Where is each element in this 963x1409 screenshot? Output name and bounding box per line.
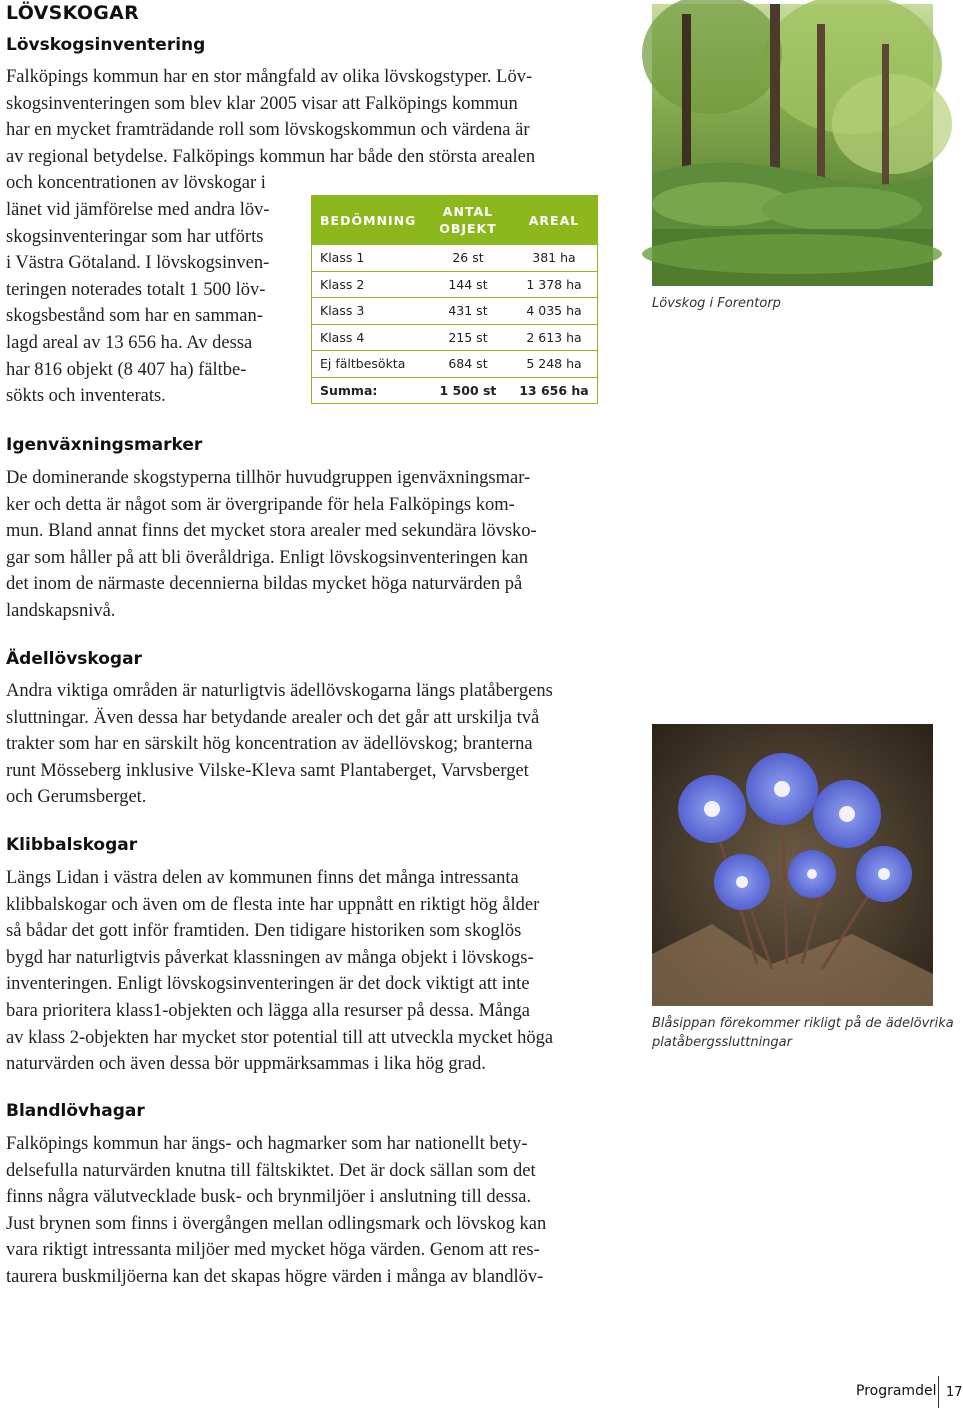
hepatica-photo-image	[652, 724, 933, 1006]
table-row	[312, 324, 598, 351]
text-line: bara prioritera klass1-objekten och lägga alla resurser på dessa. Många	[6, 1000, 530, 1021]
text-line: så bådar det gott inför framtiden. Den tidigare historiken som skoglös	[6, 921, 522, 942]
text-line: har en mycket framträdande roll som lövskogskommun och värdena är	[6, 120, 530, 141]
text-line: av regional betydelse. Falköpings kommun har både den största arealen	[6, 146, 536, 167]
text-line: skogsinventeringen som blev klar 2005 visar att Falköpings kommun	[6, 93, 518, 114]
forest-photo-image	[652, 4, 933, 286]
text-line: De dominerande skogstyperna tillhör huvudgruppen igenväxningsmar-	[6, 468, 531, 488]
text-line: länet vid jämförelse med andra löv-	[6, 199, 270, 220]
column-header: BEDÖMNING	[312, 196, 425, 245]
section2-text	[6, 465, 537, 625]
table-cell: 13 656 ha	[511, 377, 598, 404]
page-title: LÖVSKOGAR	[6, 2, 140, 24]
table-cell: 5 248 ha	[511, 351, 598, 378]
table-header-row	[312, 196, 598, 245]
text-line: lagd areal av 13 656 ha. Av dessa	[6, 332, 253, 353]
text-line: och koncentrationen av lövskogar i	[6, 173, 266, 194]
heading-lovskogsinventering: Lövskogsinventering	[6, 35, 206, 55]
forest-photo	[652, 4, 933, 286]
text-line: Falköpings kommun har en stor mångfald av olika lövskogstyper. Löv-	[6, 67, 533, 87]
text-line: och Gerumsberget.	[6, 787, 147, 808]
page-number: 17	[946, 1385, 963, 1400]
table-cell: Klass 4	[312, 324, 425, 351]
table-cell: 431 st	[425, 298, 511, 325]
text-line: bygd har naturligtvis påverkat klassningen av många objekt i lövskogs-	[6, 947, 534, 968]
table-cell: Klass 1	[312, 245, 425, 272]
caption-line: Blåsippan förekommer rikligt på de ädelövrika	[652, 1016, 954, 1031]
text-line: finns några välutvecklade busk- och brynmiljöer i anslutning till dessa.	[6, 1187, 532, 1208]
hepatica-photo	[652, 724, 933, 1006]
text-line: Just brynen som finns i övergången mellan odlingsmark och lövskog kan	[6, 1213, 547, 1234]
text-line: inventeringen. Enligt lövskogsinventeringen är det dock viktigt att inte	[6, 974, 530, 995]
photo-caption: Lövskog i Forentorp	[652, 296, 781, 311]
text-line: naturvärden och även dessa bör uppmärksammas i lika hög grad.	[6, 1054, 486, 1075]
text-line: taurera buskmiljöerna kan det skapas högre värden i många av blandlöv-	[6, 1266, 544, 1287]
text-line: av klass 2-objekten har mycket stor potential till att utveckla mycket höga	[6, 1027, 554, 1048]
text-line: sluttningar. Även dessa har betydande arealer och det går att urskilja två	[6, 707, 540, 728]
text-line: teringen noterades totalt 1 500 löv-	[6, 279, 266, 300]
heading-igenvaxningsmarker: Igenväxningsmarker	[6, 435, 203, 455]
table-row	[312, 298, 598, 325]
table-cell: 1 378 ha	[511, 271, 598, 298]
text-line: runt Mösseberg inklusive Vilske-Kleva samt Plantaberget, Varvsberget	[6, 760, 529, 781]
text-line: ker och detta är något som är övergripande för hela Falköpings kom-	[6, 494, 515, 515]
text-line: Andra viktiga områden är naturligtvis ädellövskogarna längs platåbergens	[6, 681, 553, 701]
text-line: Längs Lidan i västra delen av kommunen finns det många intressanta	[6, 868, 519, 888]
footer-section-label: Programdel	[856, 1383, 937, 1399]
heading-adellovskogar: Ädellövskogar	[6, 649, 142, 669]
table-row	[312, 271, 598, 298]
text-line: i Västra Götaland. I lövskogsinven-	[6, 253, 270, 274]
text-line: klibbalskogar och även om de flesta inte har uppnått en riktigt hög ålder	[6, 894, 540, 915]
table-cell: 684 st	[425, 351, 511, 378]
heading-blandlovhagar: Blandlövhagar	[6, 1101, 145, 1121]
text-line: delsefulla naturvärden knutna till fältskiktet. Det är dock sällan som det	[6, 1160, 536, 1181]
text-line: har 816 objekt (8 407 ha) fältbe-	[6, 359, 247, 380]
section3-text	[6, 678, 553, 811]
column-header: ANTAL OBJEKT	[425, 196, 511, 245]
text-line: skogsbestånd som har en samman-	[6, 306, 263, 327]
column-header: AREAL	[511, 196, 598, 245]
table-cell: 4 035 ha	[511, 298, 598, 325]
text-line: Falköpings kommun har ängs- och hagmarker som har nationellt bety-	[6, 1134, 528, 1154]
caption-line: platåbergssluttningar	[652, 1035, 792, 1050]
text-line: det inom de närmaste decennierna bildas mycket höga naturvärden på	[6, 574, 523, 595]
table-row	[312, 245, 598, 272]
text-line: sökts och inventerats.	[6, 386, 166, 407]
text-line: skogsinventeringar som har utförts	[6, 226, 264, 247]
table-row	[312, 351, 598, 378]
assessment-table	[311, 195, 598, 404]
table-cell: 1 500 st	[425, 377, 511, 404]
text-line: vara riktigt intressanta miljöer med mycket höga värden. Genom att res-	[6, 1240, 540, 1261]
table-cell: 144 st	[425, 271, 511, 298]
text-line: trakter som har en särskilt hög koncentration av ädellövskog; branterna	[6, 734, 533, 755]
section4-text	[6, 865, 553, 1078]
photo-caption	[652, 1014, 954, 1052]
table-cell: 2 613 ha	[511, 324, 598, 351]
section5-text	[6, 1131, 546, 1291]
table-cell: 26 st	[425, 245, 511, 272]
table-cell: 215 st	[425, 324, 511, 351]
heading-klibbalskogar: Klibbalskogar	[6, 835, 138, 855]
table-cell: Summa:	[312, 377, 425, 404]
table-cell: Ej fältbesökta	[312, 351, 425, 378]
text-line: landskapsnivå.	[6, 600, 116, 621]
text-line: mun. Bland annat finns det mycket stora arealer med sekundära lövsko-	[6, 521, 537, 542]
text-line: gar som håller på att bli överåldriga. Enligt lövskogsinventeringen kan	[6, 547, 528, 568]
table-cell: 381 ha	[511, 245, 598, 272]
table-cell: Klass 3	[312, 298, 425, 325]
table-sum-row	[312, 377, 598, 404]
footer-divider	[938, 1376, 939, 1408]
table-cell: Klass 2	[312, 271, 425, 298]
